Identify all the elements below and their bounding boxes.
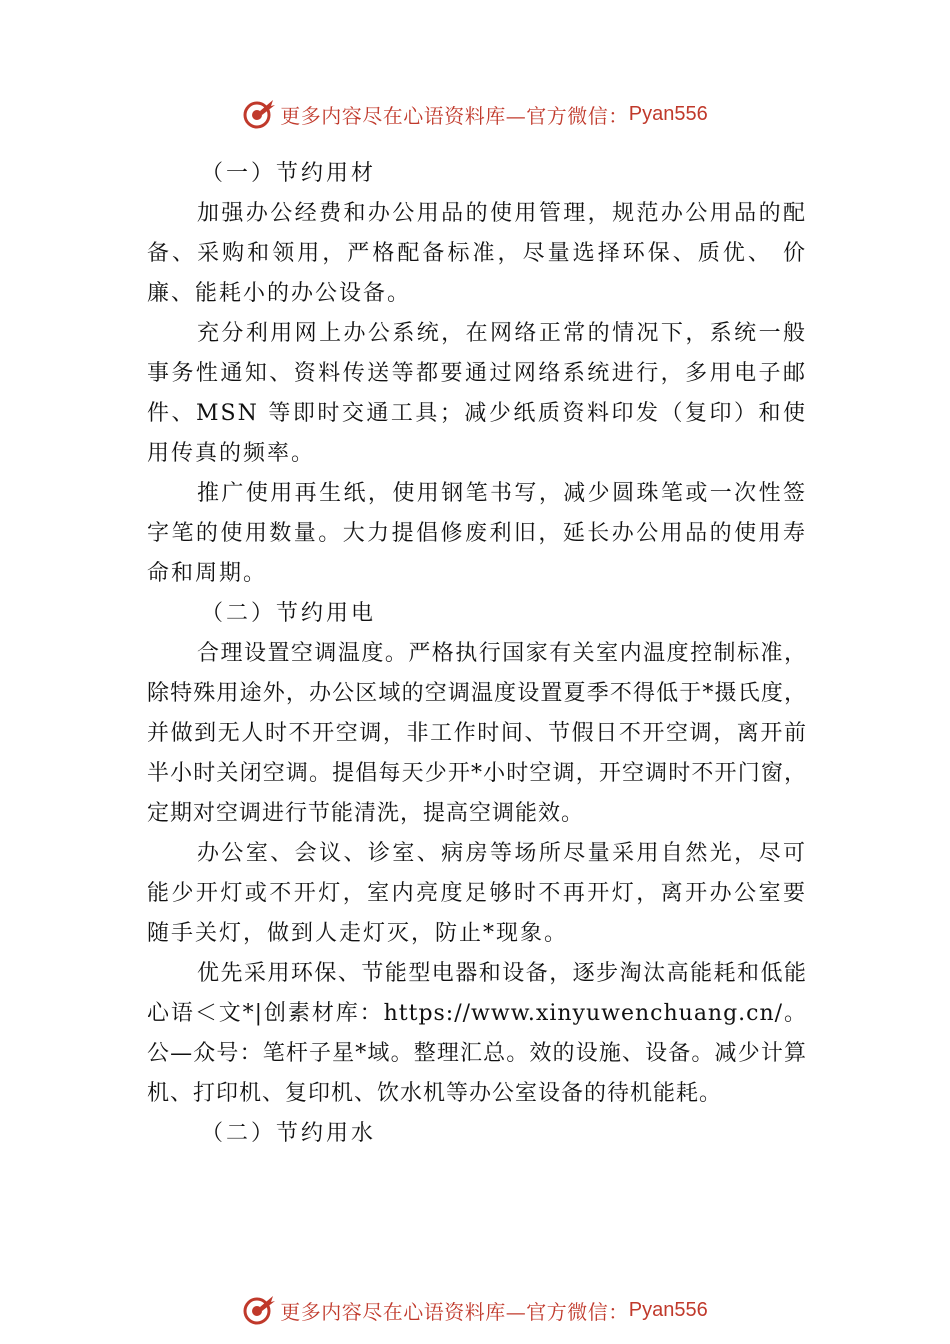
section-heading: （一）节约用材 [201, 161, 377, 186]
paragraph: 推广使用再生纸，使用钢笔书写，减少圆珠笔或一次性签字笔的使用数量。大力提倡修废利旧，延长办公用品的使用寿命和周期。 [147, 481, 807, 586]
banner-text: 更多内容尽在心语资料库—官方微信： [280, 103, 629, 128]
footer-banner [0, 1290, 950, 1330]
paragraph: 加强办公经费和办公用品的使用管理，规范办公用品的配备、采购和领用，严格配备标准，尽量选择环保、质优、 价廉、能耗小的办公设备。 [147, 201, 807, 306]
section-heading: （二）节约用水 [201, 1121, 377, 1146]
banner-wechat-id: Pyan556 [628, 102, 708, 125]
banner-wechat-id: Pyan556 [628, 1298, 708, 1321]
section-heading: （二）节约用电 [201, 601, 377, 626]
brand-logo-icon [242, 1293, 276, 1327]
brand-logo-icon [242, 97, 276, 131]
header-banner [0, 94, 950, 134]
paragraph: 合理设置空调温度。严格执行国家有关室内温度控制标准，除特殊用途外，办公区域的空调温度设置夏季不得低于*摄氏度，并做到无人时不开空调，非工作时间、节假日不开空调，离开前半小时关闭空调。提倡每天少开*小时空调，开空调时不开门窗，定期对空调进行节能清洗，提高空调能效。 [147, 641, 807, 826]
paragraph: 办公室、会议、诊室、病房等场所尽量采用自然光，尽可能少开灯或不开灯，室内亮度足够时不再开灯，离开办公室要随手关灯，做到人走灯灭，防止*现象。 [147, 841, 807, 946]
banner-text: 更多内容尽在心语资料库—官方微信： [280, 1299, 629, 1324]
document-body [147, 154, 807, 1154]
paragraph: 充分利用网上办公系统，在网络正常的情况下，系统一般事务性通知、资料传送等都要通过网络系统进行，多用电子邮件、MSN 等即时交通工具；减少纸质资料印发（复印）和使用传真的频率。 [147, 321, 807, 466]
paragraph: 优先采用环保、节能型电器和设备，逐步淘汰高能耗和低能心语＜文*|创素材库：https://www.xinyuwenchuang.cn/。公—众号：笔杆子星*域。整理汇总。效的设施、设备。减少计算机、打印机、复印机、饮水机等办公室设备的待机能耗。 [147, 961, 807, 1106]
